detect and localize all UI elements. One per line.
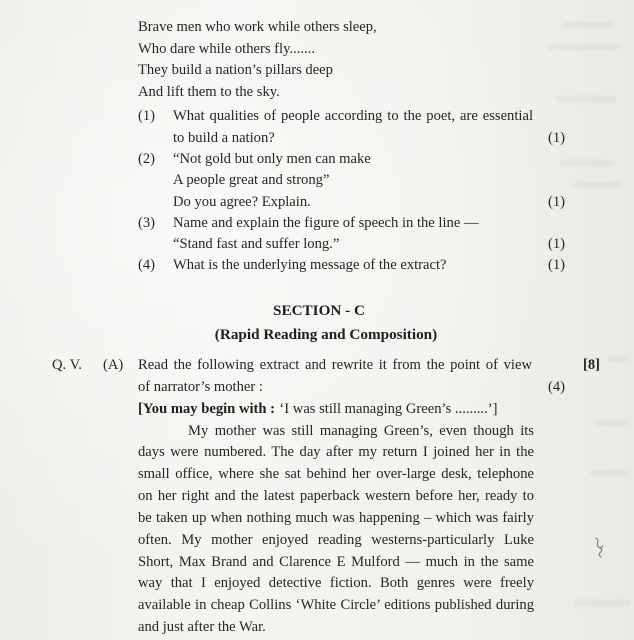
question-item [138, 106, 570, 149]
question-line: Do you agree? Explain. [173, 193, 311, 210]
poem-line: Who dare while others fly....... [138, 40, 315, 57]
extract-row [0, 442, 634, 464]
question-v [0, 355, 634, 639]
bleed-mark [548, 44, 618, 50]
question-list [138, 106, 570, 276]
poem-line: Brave men who work while others sleep, [138, 19, 377, 36]
question-item [138, 255, 570, 276]
extract-row [0, 595, 634, 617]
question-v-row [0, 355, 634, 377]
extract-line: Short, Max Brand and Clarence E Mulford — much in the same [138, 553, 534, 570]
extract-row [0, 464, 634, 486]
section-subtitle: (Rapid Reading and Composition) [214, 325, 438, 343]
part-marks: (4) [548, 378, 566, 395]
question-item [138, 213, 570, 256]
extract-row [0, 573, 634, 595]
question-marks: (1) [548, 129, 566, 146]
question-v-row [0, 377, 634, 399]
question-number: (1) [138, 108, 156, 125]
total-marks: [8] [583, 357, 601, 374]
question-line: What is the underlying message of the extract? [173, 257, 447, 274]
extract-row [0, 552, 634, 574]
question-marks: (1) [548, 193, 566, 210]
question-line: A people great and strong” [173, 172, 330, 189]
question-number: (3) [138, 214, 156, 231]
instruction-line: Read the following extract and rewrite it from the point of view [138, 357, 532, 374]
extract-row [0, 508, 634, 530]
question-marks: (1) [548, 236, 566, 253]
extract-line: days were numbered. The day after my return I joined her in the [138, 444, 534, 461]
extract-row [0, 486, 634, 508]
extract-line: available in cheap Collins ‘White Circle’ editions published during [138, 597, 534, 614]
bleed-mark [574, 182, 619, 188]
extract-line: on her right and the latest paperback western before her, ready to [138, 488, 534, 505]
question-line: “Stand fast and suffer long.” [173, 236, 340, 253]
poem-line: And lift them to the sky. [138, 83, 280, 100]
poem-line: They build a nation’s pillars deep [138, 62, 333, 79]
question-item [138, 149, 570, 213]
question-text [173, 255, 533, 276]
question-marks: (1) [548, 257, 566, 274]
question-line: to build a nation? [173, 129, 275, 146]
extract-line: be taken up when nothing much was happening – which was fairly [138, 509, 534, 526]
instruction-line: of narrator’s mother : [138, 378, 263, 395]
bleed-mark [562, 22, 612, 28]
extract-row [0, 530, 634, 552]
question-number: (2) [138, 150, 156, 167]
begin-with-label: [You may begin with : [138, 400, 276, 417]
extract-line: small office, where she sat behind her over-large desk, telephone [138, 466, 534, 483]
question-line: What qualities of people according to the poet, are essential [173, 108, 533, 125]
question-text [173, 106, 533, 149]
question-number: (4) [138, 257, 156, 274]
begin-with-text: ‘I was still managing Green’s .........’] [279, 400, 498, 417]
begin-with-line [138, 399, 497, 421]
question-line: “Not gold but only men can make [173, 150, 371, 167]
section-title: SECTION - C [273, 301, 365, 319]
question-v-part: (A) [103, 357, 124, 374]
extract-row [0, 421, 634, 443]
extract-line: way that I enjoyed detective fiction. Both genres were freely [138, 575, 534, 592]
bleed-mark [556, 96, 616, 102]
extract-line: and just after the War. [138, 619, 266, 636]
extract-line: often. My mother enjoyed reading westerns-particularly Luke [138, 531, 534, 548]
poem-extract [138, 17, 377, 103]
question-text [173, 149, 533, 213]
extract-row [0, 617, 634, 639]
question-v-number: Q. V. [52, 357, 82, 374]
question-line: Name and explain the figure of speech in the line — [173, 214, 479, 231]
extract-line: My mother was still managing Green’s, even though its [188, 422, 534, 439]
question-v-row [0, 399, 634, 421]
question-text [173, 213, 533, 256]
